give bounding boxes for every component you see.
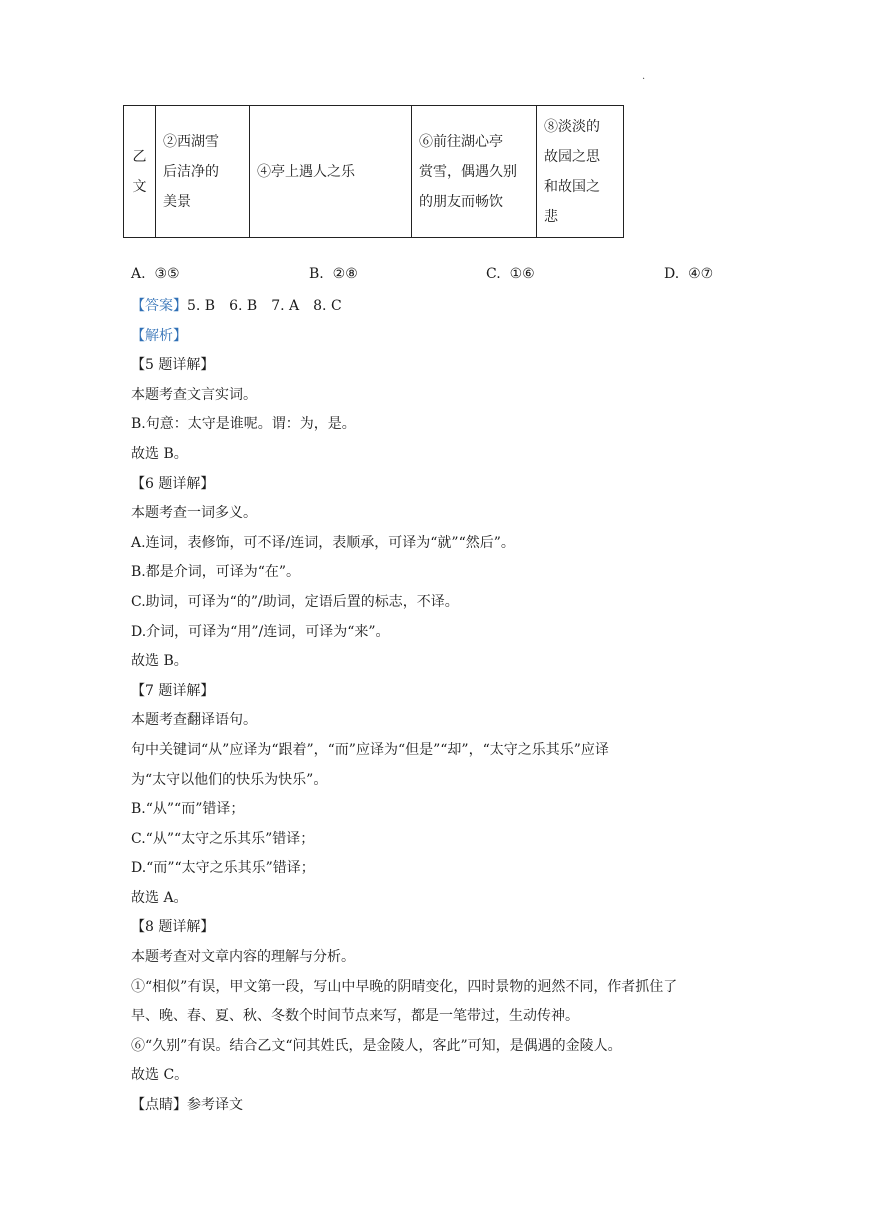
text-line: B.句意：太守是谁呢。谓：为，是。 <box>131 416 356 433</box>
option-c <box>486 266 535 282</box>
text-line: 故选 C。 <box>131 1067 189 1084</box>
stray-dot: · <box>642 74 646 85</box>
option-text: ④⑦ <box>688 266 714 282</box>
cell-line: 的朋友而畅饮 <box>419 193 503 210</box>
option-b <box>309 266 358 282</box>
text-line: D.“而”“太守之乐其乐”错译； <box>131 860 315 877</box>
cell-line: 后洁净的 <box>163 163 219 180</box>
answer-tag: 【答案】 <box>131 298 187 314</box>
text-line: 故选 B。 <box>131 445 188 462</box>
text-line: A.连词，表修饰，可不译/连词，表顺承，可译为“就”“然后”。 <box>131 534 515 551</box>
text-line: 故选 B。 <box>131 653 188 670</box>
text-line: C.“从”“太守之乐其乐”错译； <box>131 830 315 847</box>
tips-line <box>131 1091 751 1121</box>
answer-item: 7. A <box>271 298 300 314</box>
text-line: 故选 A。 <box>131 889 188 906</box>
option-d <box>664 266 713 282</box>
text-line: B.都是介词，可译为“在”。 <box>131 564 301 581</box>
answer-item: 8. C <box>313 298 342 314</box>
cell-line: ④亭上遇人之乐 <box>257 163 355 180</box>
option-key: A. <box>131 266 146 282</box>
cell-line: ⑧淡淡的 <box>544 118 600 135</box>
cell-line: 和故国之 <box>544 178 600 195</box>
text-line: B.“从”“而”错译； <box>131 801 245 818</box>
text-line: 【5 题详解】 <box>131 357 215 374</box>
text-line: ①“相似”有误，甲文第一段，写山中早晚的阴晴变化，四时景物的迥然不同，作者抓住了 <box>131 978 678 995</box>
tips-text: 参考译文 <box>187 1097 243 1114</box>
text-line: ⑥“久别”有误。结合乙文“问其姓氏，是金陵人，客此”可知，是偶遇的金陵人。 <box>131 1037 622 1054</box>
text-line: 【6 题详解】 <box>131 475 215 492</box>
table-cell-6 <box>412 106 537 238</box>
text-line: C.助词，可译为“的”/助词，定语后置的标志，不译。 <box>131 593 459 610</box>
table-cell-2 <box>156 106 250 238</box>
option-key: B. <box>309 266 324 282</box>
option-key: D. <box>664 266 680 282</box>
text-line: 本题考查文言实词。 <box>131 386 257 403</box>
option-key: C. <box>486 266 501 282</box>
option-text: ②⑧ <box>332 266 358 282</box>
explanation-lines <box>131 351 751 1091</box>
table-cell-4 <box>250 106 412 238</box>
cell-line: ②西湖雪 <box>163 133 219 150</box>
tips-tag: 【点睛】 <box>131 1097 187 1114</box>
cell-line: ⑥前往湖心亭 <box>419 133 503 150</box>
comparison-table <box>123 105 624 238</box>
answer-options <box>131 266 751 288</box>
text-line: 早、晚、春、夏、秋、冬数个时间节点来写，都是一笔带过，生动传神。 <box>131 1008 579 1025</box>
cell-line: 美景 <box>163 193 191 210</box>
cell-line: 故园之思 <box>544 148 600 165</box>
analysis-tag: 【解析】 <box>131 327 187 344</box>
text-line: 【8 题详解】 <box>131 919 215 936</box>
answer-line <box>131 292 751 322</box>
cell-line: 悲 <box>544 208 558 225</box>
option-text: ③⑤ <box>154 266 180 282</box>
text-line: 本题考查翻译语句。 <box>131 712 257 729</box>
table-cell-8 <box>537 106 624 238</box>
explanation-body <box>131 292 751 1121</box>
answer-item: 6. B <box>229 298 258 314</box>
cell-line: 赏雪，偶遇久别 <box>419 163 517 180</box>
row-label-cell <box>124 106 156 238</box>
row-label-char-1: 乙 <box>132 148 147 165</box>
option-text: ①⑥ <box>509 266 535 282</box>
table-row <box>124 106 624 238</box>
text-line: 【7 题详解】 <box>131 682 215 699</box>
text-line: 为“太守以他们的快乐为快乐”。 <box>131 771 328 788</box>
text-line: 本题考查一词多义。 <box>131 505 257 522</box>
text-line: 本题考查对文章内容的理解与分析。 <box>131 949 355 966</box>
text-line: D.介词，可译为“用”/连词，可译为“来”。 <box>131 623 390 640</box>
row-label-char-2: 文 <box>132 178 147 195</box>
answer-item: 5. B <box>187 298 216 314</box>
text-line: 句中关键词“从”应译为“跟着”，“而”应译为“但是”“却”，“太守之乐其乐”应译 <box>131 741 609 758</box>
option-a <box>131 266 180 282</box>
